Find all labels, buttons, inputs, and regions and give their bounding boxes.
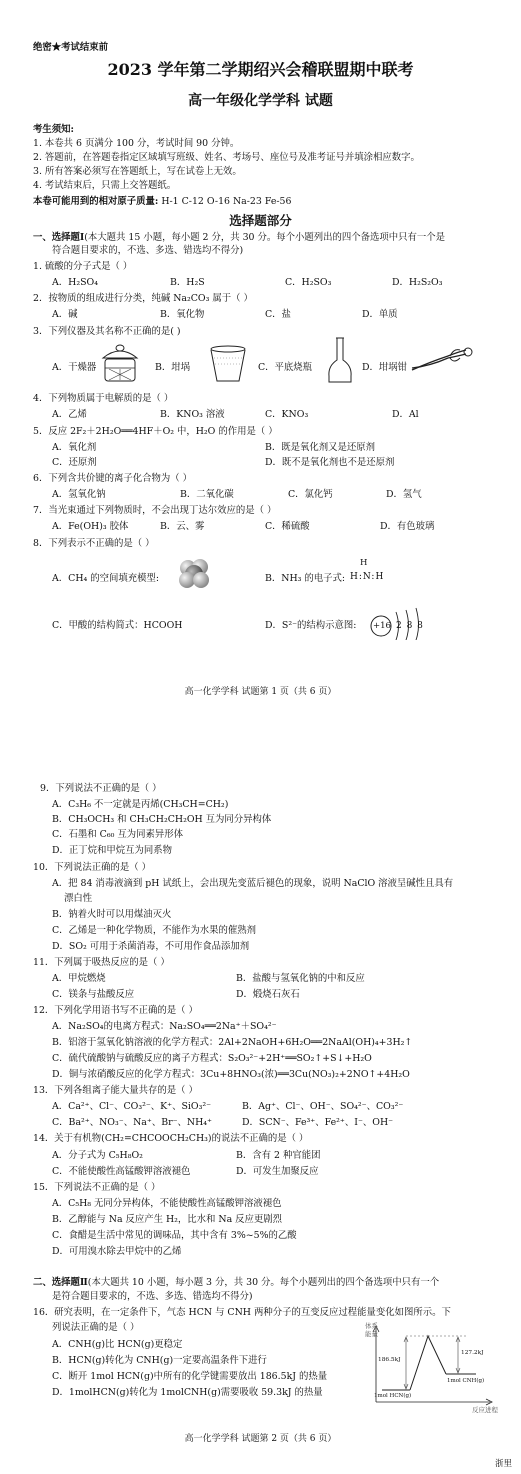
q7-option-b: B．云、雾 bbox=[160, 521, 205, 532]
q9-option-c: C．石墨和 C₆₀ 互为同素异形体 bbox=[52, 829, 183, 840]
notice-item: 3. 所有答案必须写在答题纸上，写在试卷上无效。 bbox=[33, 166, 242, 177]
section1-heading: 一、选择题Ⅰ bbox=[33, 232, 85, 243]
q1-option-c: C．H₂SO₃ bbox=[285, 277, 332, 288]
q5-option-b: B．既是氧化剂又是还原剂 bbox=[265, 442, 376, 453]
q13-option-c: C．Ba²⁺、NO₃⁻、Na⁺、Br⁻、NH₄⁺ bbox=[52, 1117, 212, 1128]
graph-state-left: 1mol HCN(g) bbox=[374, 1393, 412, 1399]
exam-title: 2023 学年第二学期绍兴会稽联盟期中联考 bbox=[107, 60, 414, 79]
q9-option-a: A．C₃H₆ 不一定就是丙烯(CH₃CH=CH₂) bbox=[52, 799, 229, 810]
graph-ylabel-1: 体系 bbox=[365, 1322, 378, 1330]
notice-item: 4. 考试结束后，只需上交答题纸。 bbox=[33, 180, 177, 191]
q2-option-a: A．碱 bbox=[52, 309, 78, 320]
q6-option-b: B．二氧化碳 bbox=[180, 489, 234, 500]
q16-option-a: A．CNH(g)比 HCN(g)更稳定 bbox=[52, 1339, 183, 1350]
question-14: 14．关于有机物(CH₂=CHCOOCH₂CH₃)的说法不正确的是（ ） bbox=[33, 1133, 309, 1144]
q9-option-d: D．正丁烷和甲烷互为同系物 bbox=[52, 845, 173, 856]
q2-option-b: B．氧化物 bbox=[160, 309, 205, 320]
q8-option-a: A．CH₄ 的空间填充模型: bbox=[52, 573, 160, 584]
q14-option-b: B．含有 2 种官能团 bbox=[236, 1150, 321, 1161]
question-16: 16．研究表明，在一定条件下，气态 HCN 与 CNH 两种分子的互变反应过程能量变化如图所示。下 bbox=[33, 1307, 451, 1318]
sulfide-nucleus-charge: +16 bbox=[373, 621, 391, 631]
q4-option-c: C．KNO₃ bbox=[265, 409, 309, 420]
q15-option-c: C．食醋是生活中常见的调味品，其中含有 3%~5%的乙酸 bbox=[52, 1230, 297, 1241]
q2-option-c: C．盐 bbox=[265, 309, 291, 320]
q10-option-a-cont: 漂白性 bbox=[64, 893, 93, 904]
q15-option-a: A．C₅H₈ 无同分异构体，不能使酸性高锰酸钾溶液褪色 bbox=[52, 1198, 282, 1209]
graph-ylabel-2: 能量 bbox=[365, 1330, 378, 1338]
q13-option-d: D．SCN⁻、Fe³⁺、Fe²⁺、I⁻、OH⁻ bbox=[242, 1117, 394, 1128]
q4-option-d: D．Al bbox=[392, 409, 419, 420]
q5-option-c: C．还原剂 bbox=[52, 457, 97, 468]
page2-footer: 高一化学学科 试题第 2 页（共 6 页） bbox=[184, 1434, 337, 1444]
crucible-icon bbox=[208, 344, 248, 384]
q13-option-b: B．Ag⁺、Cl⁻、OH⁻、SO₄²⁻、CO₃²⁻ bbox=[242, 1101, 404, 1112]
q14-option-a: A．分子式为 C₅H₈O₂ bbox=[52, 1150, 143, 1161]
q1-option-b: B．H₂S bbox=[170, 277, 205, 288]
q7-option-a: A．Fe(OH)₃ 胶体 bbox=[52, 521, 129, 532]
section1-desc: (本大题共 15 小题，每小题 2 分，共 30 分。每个小题列出的四个备选项中只有一个是 bbox=[84, 232, 446, 243]
q12-option-a: A．Na₂SO₄的电离方程式：Na₂SO₄══2Na⁺＋SO₄²⁻ bbox=[52, 1021, 277, 1032]
question-8: 8．下列表示不正确的是（ ） bbox=[33, 538, 155, 549]
q4-option-b: B．KNO₃ 溶液 bbox=[160, 409, 225, 420]
desiccator-icon bbox=[100, 342, 140, 388]
page1-footer: 高一化学学科 试题第 1 页（共 6 页） bbox=[184, 687, 337, 697]
q8-option-b: B．NH₃ 的电子式: bbox=[265, 573, 346, 584]
question-10: 10．下列说法正确的是（ ） bbox=[33, 862, 152, 873]
q10-option-c: C．乙烯是一种化学物质，不能作为水果的催熟剂 bbox=[52, 925, 257, 936]
q6-option-d: D．氢气 bbox=[386, 489, 422, 500]
q8-option-d: D．S²⁻的结构示意图: bbox=[265, 620, 357, 631]
atomic-mass-line bbox=[33, 196, 291, 208]
notice-item: 2. 答题前，在答题卷指定区域填写班级、姓名、考场号、座位号及准考证号并填涂相应数字。 bbox=[33, 152, 420, 163]
q15-option-d: D．可用溴水除去甲烷中的乙烯 bbox=[52, 1246, 182, 1257]
q4-option-a: A．乙烯 bbox=[52, 409, 87, 420]
question-5: 5．反应 2F₂＋2H₂O══4HF＋O₂ 中，H₂O 的作用是（ ） bbox=[33, 426, 278, 437]
graph-xlabel: 反应进程 bbox=[472, 1406, 498, 1414]
q11-option-b: B．盐酸与氢氧化钠的中和反应 bbox=[236, 973, 365, 984]
confidential-mark: 绝密★考试结束前 bbox=[33, 42, 109, 53]
q5-option-d: D．既不是氧化剂也不是还原剂 bbox=[265, 457, 395, 468]
question-13: 13．下列各组离子能大量共存的是（ ） bbox=[33, 1085, 198, 1096]
q16-option-d: D．1molHCN(g)转化为 1molCNH(g)需要吸收 59.3kJ 的热量 bbox=[52, 1387, 323, 1398]
nh3-h-top: H bbox=[360, 558, 368, 568]
notice-item: 1. 本卷共 6 页满分 100 分，考试时间 90 分钟。 bbox=[33, 138, 240, 149]
graph-value-left: 186.5kJ bbox=[378, 1357, 401, 1363]
q7-option-d: D．有色玻璃 bbox=[380, 521, 435, 532]
graph-value-right: 127.2kJ bbox=[461, 1350, 484, 1356]
q12-option-b: B．铝溶于氢氧化钠溶液的化学方程式：2Al+2NaOH+6H₂O══2NaAl(OH)₄+3H₂↑ bbox=[52, 1037, 413, 1048]
q1-option-d: D．H₂S₂O₃ bbox=[392, 277, 443, 288]
notice-heading: 考生须知: bbox=[33, 124, 74, 135]
question-9: 9．下列说法不正确的是（ ） bbox=[40, 783, 162, 794]
q3-option-b: B．坩埚 bbox=[155, 362, 191, 373]
question-15: 15．下列说法不正确的是（ ） bbox=[33, 1182, 161, 1193]
q11-option-a: A．甲烷燃烧 bbox=[52, 973, 106, 984]
q8-option-c: C．甲酸的结构简式：HCOOH bbox=[52, 620, 183, 631]
question-7: 7．当光束通过下列物质时，不会出现丁达尔效应的是（ ） bbox=[33, 505, 277, 516]
q10-option-d: D．SO₂ 可用于杀菌消毒，不可用作食品添加剂 bbox=[52, 941, 250, 952]
question-4: 4．下列物质属于电解质的是（ ） bbox=[33, 393, 174, 404]
q16-option-b: B．HCN(g)转化为 CNH(g)一定要高温条件下进行 bbox=[52, 1355, 267, 1366]
q7-option-c: C．稀硫酸 bbox=[265, 521, 310, 532]
flat-bottom-flask-icon bbox=[326, 336, 354, 386]
q9-option-b: B．CH₃OCH₃ 和 CH₃CH₂CH₂OH 互为同分异构体 bbox=[52, 814, 272, 825]
section2-instructions bbox=[33, 1277, 439, 1289]
graph-state-right: 1mol CNH(g) bbox=[447, 1378, 485, 1384]
nh3-electron-formula: H:N:H bbox=[350, 572, 385, 582]
exam-subtitle: 高一年级化学学科 试题 bbox=[188, 93, 333, 109]
q2-option-d: D．单质 bbox=[362, 309, 398, 320]
question-16-cont: 列说法正确的是（ ） bbox=[52, 1322, 140, 1333]
q6-option-a: A．氢氧化钠 bbox=[52, 489, 106, 500]
q12-option-d: D．铜与浓硝酸反应的化学方程式：3Cu+8HNO₃(浓)══3Cu(NO₃)₂+2NO↑+4H₂O bbox=[52, 1069, 410, 1080]
section2-desc-cont: 是符合题目要求的，不选、多选、错选均不得分) bbox=[52, 1291, 253, 1302]
q10-option-b: B．钠着火时可以用煤油灭火 bbox=[52, 909, 172, 920]
atomic-mass-label: 本卷可能用到的相对原子质量: bbox=[33, 196, 159, 207]
q3-option-c: C．平底烧瓶 bbox=[258, 362, 313, 373]
q13-option-a: A．Ca²⁺、Cl⁻、CO₃²⁻、K⁺、SiO₃²⁻ bbox=[52, 1101, 212, 1112]
question-11: 11．下列属于吸热反应的是（ ） bbox=[33, 957, 170, 968]
question-3: 3．下列仪器及其名称不正确的是( ) bbox=[33, 326, 181, 337]
section1-instructions bbox=[33, 232, 445, 244]
crucible-tongs-icon bbox=[410, 344, 474, 374]
q1-option-a: A．H₂SO₄ bbox=[52, 277, 98, 288]
q14-option-c: C．不能使酸性高锰酸钾溶液褪色 bbox=[52, 1166, 191, 1177]
q11-option-c: C．镁条与盐酸反应 bbox=[52, 989, 135, 1000]
question-12: 12．下列化学用语书写不正确的是（ ） bbox=[33, 1005, 198, 1016]
question-2: 2．按物质的组成进行分类，纯碱 Na₂CO₃ 属于（ ） bbox=[33, 293, 253, 304]
atomic-mass-values: H-1 C-12 O-16 Na-23 Fe-56 bbox=[161, 196, 292, 207]
question-6: 6．下列含共价键的离子化合物为（ ） bbox=[33, 473, 192, 484]
q10-option-a: A．把 84 消毒液滴到 pH 试纸上，会出现先变蓝后褪色的现象，说明 NaClO 溶液呈碱性且具有 bbox=[52, 878, 454, 889]
methane-space-filling-model-icon bbox=[176, 556, 212, 590]
q14-option-d: D．可发生加聚反应 bbox=[236, 1166, 319, 1177]
q15-option-b: B．乙醇能与 Na 反应产生 H₂，比水和 Na 反应更剧烈 bbox=[52, 1214, 283, 1225]
q3-option-d: D．坩埚钳 bbox=[362, 362, 408, 373]
question-1: 1. 硫酸的分子式是（ ） bbox=[33, 261, 133, 272]
q6-option-c: C．氯化钙 bbox=[288, 489, 333, 500]
section2-heading: 二、选择题Ⅱ bbox=[33, 1277, 88, 1288]
q16-option-c: C．断开 1mol HCN(g)中所有的化学键需要放出 186.5kJ 的热量 bbox=[52, 1371, 328, 1382]
sulfide-electron-shells: 2 8 8 bbox=[396, 621, 424, 631]
section1-desc-cont: 符合题目要求的，不选、多选、错选均不得分) bbox=[52, 245, 244, 256]
section2-desc: (本大题共 10 小题，每小题 3 分，共 30 分。每个小题列出的四个备选项中只有一个 bbox=[87, 1277, 440, 1288]
corner-watermark: 浙里 bbox=[495, 1459, 513, 1469]
q12-option-c: C．硫代硫酸钠与硫酸反应的离子方程式：S₂O₃²⁻+2H⁺══SO₂↑+S↓+H₂O bbox=[52, 1053, 372, 1064]
part-heading: 选择题部分 bbox=[229, 213, 292, 228]
q3-option-a: A．干燥器 bbox=[52, 362, 97, 373]
q5-option-a: A．氧化剂 bbox=[52, 442, 97, 453]
q11-option-d: D．煅烧石灰石 bbox=[236, 989, 300, 1000]
